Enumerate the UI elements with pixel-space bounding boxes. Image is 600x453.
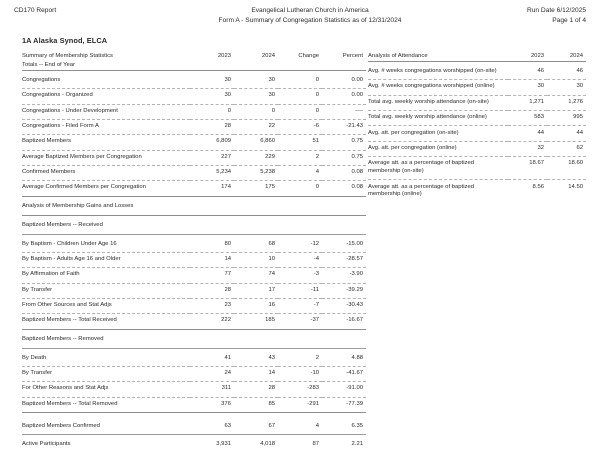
column-header-percent: Percent	[342, 53, 363, 60]
table-row	[22, 150, 366, 165]
row-label: Total avg. weekly worship attendance (online)	[368, 110, 508, 125]
summary-title-line2: Totals -- End of Year	[22, 61, 76, 68]
attendance-analysis-table	[368, 52, 586, 203]
section-title: Baptized Members -- Removed	[22, 336, 104, 343]
row-value-change: -283	[278, 382, 322, 397]
row-value-2023: 30	[224, 77, 231, 83]
row-value-change: 2	[315, 354, 319, 361]
report-header	[14, 6, 586, 25]
row-label: Congregations - Under Development	[22, 104, 190, 119]
row-value-2024: 14	[234, 366, 278, 381]
row-value-change: -4	[278, 252, 322, 267]
row-value-change: -11	[278, 283, 322, 298]
table-row	[368, 126, 586, 141]
row-value-2024: 4,018	[260, 441, 275, 448]
row-value-2023: 44	[508, 126, 547, 141]
row-value-percent: 0.08	[322, 181, 366, 196]
page-number: Page 1 of 4	[552, 16, 586, 24]
row-value-2024: 10	[234, 252, 278, 267]
row-value-2023: 227	[190, 150, 234, 165]
report-title-block	[164, 6, 456, 25]
organization-name: Evangelical Lutheran Church in America	[251, 7, 369, 14]
table-row	[368, 80, 586, 95]
row-value-2023: 28	[190, 119, 234, 134]
row-value-percent: 6.35	[351, 423, 363, 430]
row-value-2024: 22	[234, 119, 278, 134]
row-value-2024: 28	[234, 382, 278, 397]
column-header-2023: 2023	[217, 53, 231, 60]
table-row	[368, 65, 586, 80]
row-value-2023: 30	[190, 89, 234, 104]
row-label: Total avg. weekly worship attendance (on-site)	[368, 95, 508, 110]
table-row	[22, 104, 366, 119]
report-body	[14, 52, 586, 453]
row-value-2023: 311	[190, 382, 234, 397]
section-header-gains-losses	[22, 200, 366, 215]
table-row	[22, 252, 366, 267]
row-value-2023: 30	[508, 80, 547, 95]
row-value-2024: 229	[234, 150, 278, 165]
row-value-percent: -41.67	[322, 366, 366, 381]
run-date: Run Date 6/12/2025	[526, 7, 586, 14]
row-value-2023: 6,809	[190, 135, 234, 150]
summary-title-line1: Summary of Membership Statistics	[22, 53, 114, 60]
row-label: Avg. # weeks congregations worshipped (online)	[368, 80, 508, 95]
membership-statistics-column	[14, 52, 363, 453]
row-value-2024: 14.50	[547, 180, 586, 203]
row-label: Congregations - Organized	[22, 89, 190, 104]
table-row	[22, 352, 366, 367]
row-value-2024: 43	[268, 354, 275, 361]
row-label: From Other Sources and Stat Adjs	[22, 298, 190, 313]
row-value-2023: 80	[224, 240, 231, 247]
row-value-2023: 5,234	[190, 165, 234, 180]
row-value-2024: 175	[234, 181, 278, 196]
row-value-change: 51	[278, 135, 322, 150]
row-value-change: 2	[278, 150, 322, 165]
section-title: Analysis of Membership Gains and Losses	[22, 203, 134, 210]
table-row	[22, 119, 366, 134]
row-value-2024: 1,276	[547, 95, 586, 110]
row-value-percent: 0.75	[322, 135, 366, 150]
row-value-percent: -3.90	[322, 268, 366, 283]
table-row	[368, 180, 586, 203]
row-value-2023: 8.56	[508, 180, 547, 203]
row-value-2024: 16	[234, 298, 278, 313]
row-label: Avg. # weeks congregations worshipped (on-site)	[368, 68, 497, 75]
row-value-percent: 0.00	[322, 89, 366, 104]
row-value-2023: 24	[190, 366, 234, 381]
column-header-change: Change	[298, 53, 319, 60]
table-row	[368, 110, 586, 125]
row-value-percent: -91.00	[322, 382, 366, 397]
report-id-block	[14, 6, 164, 16]
row-value-2023: 376	[190, 397, 234, 412]
membership-statistics-table	[22, 52, 366, 453]
form-title: Form A - Summary of Congregation Statistics as of 12/31/2024	[218, 16, 402, 24]
row-value-2023: 1,271	[508, 95, 547, 110]
table-header-row	[22, 52, 366, 70]
row-value-2024: 5,238	[234, 165, 278, 180]
row-label: Baptized Members	[22, 135, 190, 150]
row-label: Baptized Members -- Total Removed	[22, 397, 190, 412]
row-value-change: 4	[278, 165, 322, 180]
table-row	[22, 238, 366, 253]
row-value-percent: -39.29	[322, 283, 366, 298]
row-value-2023: 77	[190, 268, 234, 283]
attendance-title: Analysis of Attendance	[368, 53, 428, 60]
row-value-2023: 32	[508, 141, 547, 156]
row-label: For Other Reasons and Stat Adjs	[22, 382, 190, 397]
row-value-percent: 0.75	[322, 150, 366, 165]
row-value-percent: 2.21	[351, 441, 363, 448]
row-value-2023: 174	[190, 181, 234, 196]
row-value-2024: 46	[576, 68, 583, 75]
row-label: By Transfer	[22, 283, 190, 298]
section-header-received	[22, 219, 366, 234]
table-row	[22, 89, 366, 104]
row-value-2024: 0	[234, 104, 278, 119]
row-label: Average att. as a percentage of baptized membership (online)	[368, 180, 508, 203]
table-row	[368, 141, 586, 156]
row-value-2023: 46	[537, 68, 544, 75]
row-value-2023: 23	[190, 298, 234, 313]
report-meta-block	[456, 6, 586, 25]
column-header-2024: 2024	[569, 53, 583, 60]
table-row	[22, 181, 366, 196]
row-label: By Baptism - Children Under Age 16	[22, 240, 117, 247]
column-header-2024: 2024	[261, 53, 275, 60]
row-label: By Affirmation of Faith	[22, 268, 190, 283]
row-label: By Baptism - Adults Age 16 and Older	[22, 252, 190, 267]
table-row	[22, 165, 366, 180]
row-value-2023: 14	[190, 252, 234, 267]
row-value-change: 87	[312, 441, 319, 448]
row-value-change: -291	[278, 397, 322, 412]
table-row	[22, 268, 366, 283]
row-value-2024: 44	[547, 126, 586, 141]
section-header-removed	[22, 333, 366, 348]
row-value-change: 0	[278, 181, 322, 196]
row-label: Baptized Members -- Total Received	[22, 314, 190, 329]
report-id: CD170 Report	[14, 7, 57, 14]
row-value-2024: 85	[234, 397, 278, 412]
row-value-percent: -30.43	[322, 298, 366, 313]
row-label: Avg. att. per congregation (online)	[368, 141, 508, 156]
row-value-change: 0	[278, 89, 322, 104]
row-label: Confirmed Members	[22, 165, 190, 180]
row-value-2023: 222	[190, 314, 234, 329]
summary-title-cell	[22, 52, 190, 70]
row-value-2024: 17	[234, 283, 278, 298]
row-value-2023: 583	[508, 110, 547, 125]
table-header-row	[368, 52, 586, 61]
row-value-change: -7	[278, 298, 322, 313]
row-value-2024: 30	[268, 77, 275, 83]
row-label: Baptized Members Confirmed	[22, 423, 100, 430]
row-value-2024: 67	[268, 423, 275, 430]
row-value-2024: 185	[234, 314, 278, 329]
row-value-change: 4	[315, 423, 319, 430]
row-value-2024: 62	[547, 141, 586, 156]
row-value-change: -37	[278, 314, 322, 329]
row-value-2024: 995	[547, 110, 586, 125]
row-label: Average att. as a percentage of baptized membership (on-site)	[368, 157, 508, 180]
row-label: Average Confirmed Members per Congregation	[22, 181, 190, 196]
table-row	[22, 438, 366, 452]
row-label: By Transfer	[22, 366, 190, 381]
row-value-2023: 63	[224, 423, 231, 430]
row-value-change: -10	[278, 366, 322, 381]
row-value-percent: ----	[322, 104, 366, 119]
row-value-change: -12	[310, 240, 319, 247]
row-label: Average Baptized Members per Congregation	[22, 150, 190, 165]
table-row	[368, 95, 586, 110]
row-value-percent: 0.00	[351, 77, 363, 83]
row-value-2024: 6,860	[234, 135, 278, 150]
row-value-2023: 0	[190, 104, 234, 119]
row-value-2024: 74	[234, 268, 278, 283]
column-header-2023: 2023	[530, 53, 544, 60]
row-value-2023: 18.67	[508, 157, 547, 180]
row-value-2024: 30	[547, 80, 586, 95]
row-value-change: 0	[315, 77, 319, 83]
row-value-percent: -16.67	[322, 314, 366, 329]
row-value-percent: 4.88	[351, 354, 363, 361]
table-row	[368, 157, 586, 180]
row-value-2023: 28	[190, 283, 234, 298]
table-row	[22, 135, 366, 150]
row-value-percent: 0.08	[322, 165, 366, 180]
row-label: By Death	[22, 354, 47, 361]
row-value-percent: -21.43	[322, 119, 366, 134]
row-value-percent: -77.39	[322, 397, 366, 412]
row-value-2024: 18.60	[547, 157, 586, 180]
row-value-change: -3	[278, 268, 322, 283]
row-value-2024: 68	[268, 240, 275, 247]
synod-title: 1A Alaska Synod, ELCA	[22, 36, 108, 46]
table-row	[22, 420, 366, 435]
row-value-percent: -15.00	[346, 240, 363, 247]
section-title: Baptized Members -- Received	[22, 222, 103, 229]
row-label: Avg. att. per congregation (on-site)	[368, 126, 508, 141]
row-value-percent: -28.57	[322, 252, 366, 267]
table-row	[22, 382, 366, 397]
table-row	[22, 366, 366, 381]
row-label: Active Participants	[22, 441, 71, 448]
row-label: Congregations	[22, 77, 61, 83]
row-value-2023: 41	[224, 354, 231, 361]
row-value-2023: 3,931	[216, 441, 231, 448]
attendance-analysis-column	[358, 52, 586, 453]
row-value-change: 0	[278, 104, 322, 119]
table-row	[22, 298, 366, 313]
table-row	[22, 397, 366, 412]
table-row	[22, 283, 366, 298]
row-value-2024: 30	[234, 89, 278, 104]
table-row	[22, 314, 366, 329]
table-row	[22, 74, 366, 89]
row-label: Congregations - Filed Form A	[22, 119, 190, 134]
row-value-change: -6	[278, 119, 322, 134]
